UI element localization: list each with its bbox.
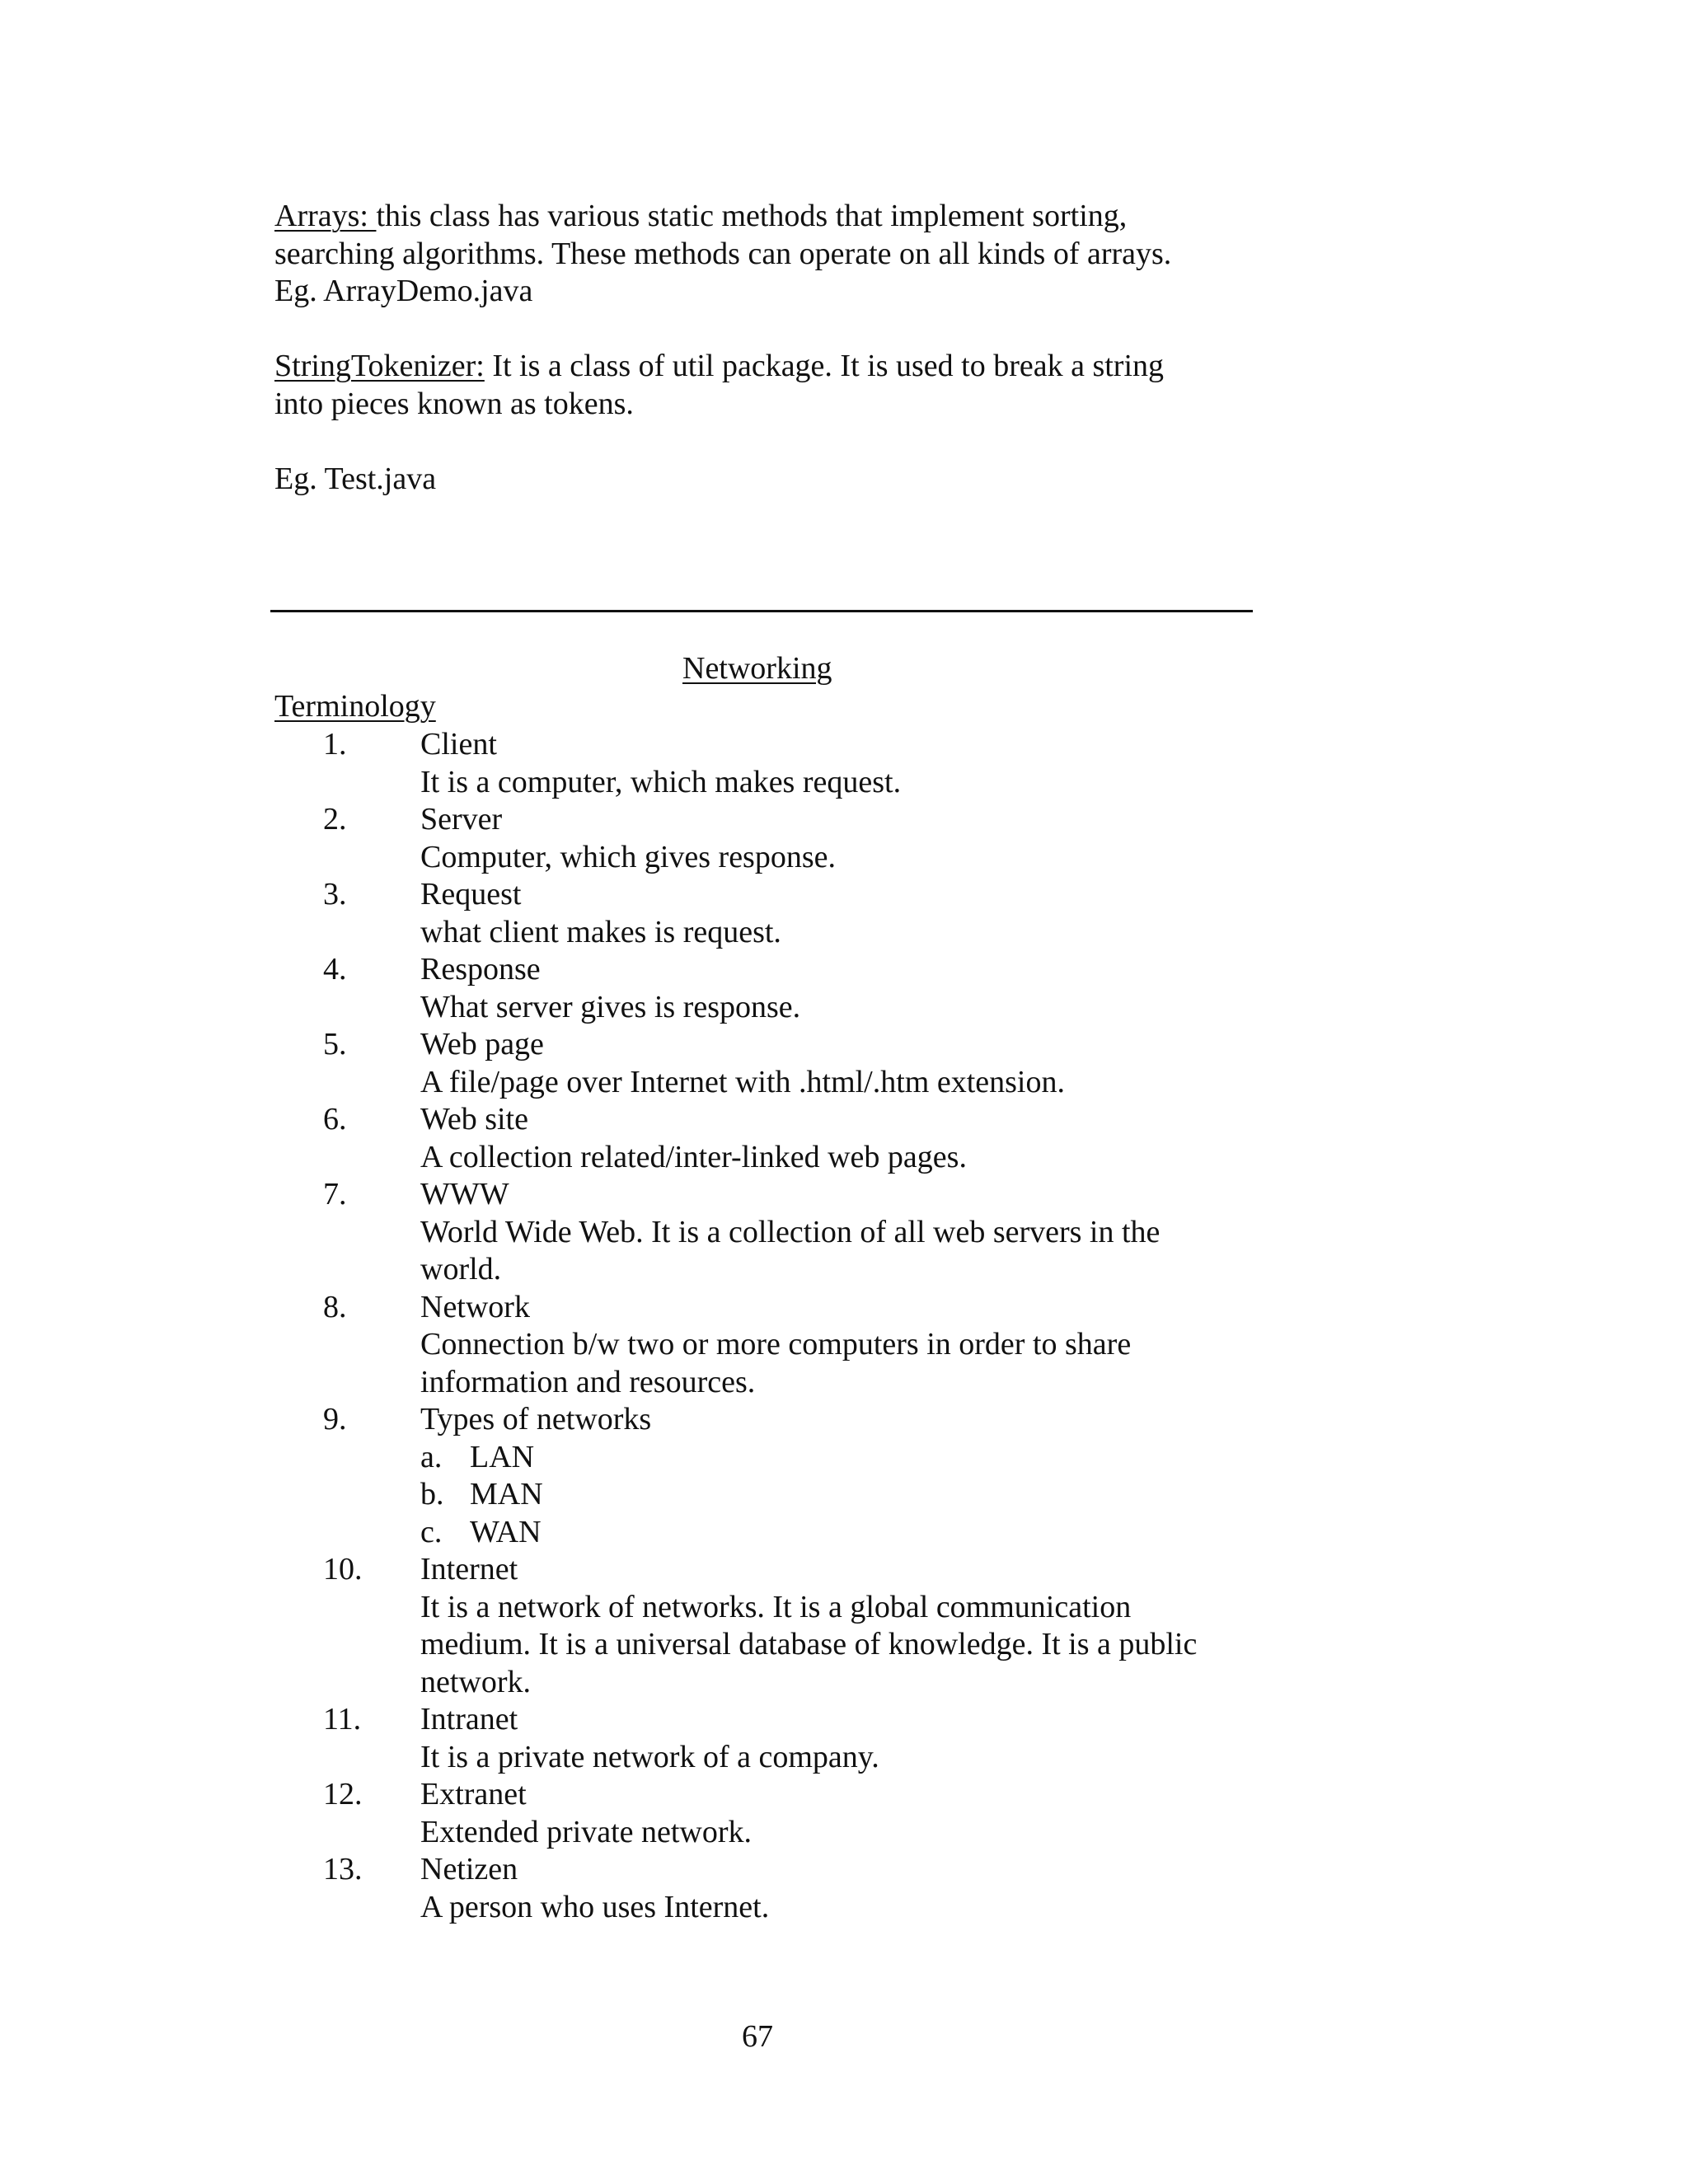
terminology-heading: Terminology	[274, 689, 436, 724]
term-title: Web site	[420, 1102, 528, 1137]
term-number: 10.	[323, 1552, 363, 1586]
term-description: medium. It is a universal database of knowledge. It is a public	[420, 1627, 1198, 1661]
page-number: 67	[742, 2019, 773, 2054]
term-title: Network	[420, 1289, 530, 1324]
tokenizer-text-1: It is a class of util package. It is used to break a string	[484, 349, 1165, 383]
arrays-label: Arrays:	[274, 199, 377, 233]
term-title: Internet	[420, 1552, 518, 1586]
subitem-letter: c.	[420, 1514, 443, 1549]
term-title: WWW	[420, 1177, 509, 1212]
term-number: 8.	[323, 1289, 347, 1324]
subitem-text: LAN	[470, 1439, 535, 1474]
tokenizer-example: Eg. Test.java	[274, 462, 437, 496]
term-number: 13.	[323, 1852, 363, 1886]
term-description: A person who uses Internet.	[420, 1889, 770, 1924]
term-number: 2.	[323, 802, 347, 837]
term-number: 1.	[323, 727, 347, 762]
term-description: It is a private network of a company.	[420, 1739, 879, 1774]
term-title: Server	[420, 802, 503, 837]
tokenizer-line-1	[274, 347, 1164, 385]
term-description: It is a network of networks. It is a global communication	[420, 1589, 1132, 1624]
term-number: 12.	[323, 1777, 363, 1811]
arrays-text-1: this class has various static methods that implement sorting,	[376, 199, 1128, 233]
subitem-text: WAN	[470, 1514, 542, 1549]
arrays-line-1	[274, 197, 1127, 235]
term-title: Intranet	[420, 1702, 518, 1736]
term-title: Response	[420, 952, 541, 987]
term-description: information and resources.	[420, 1364, 756, 1399]
term-title: Request	[420, 877, 522, 912]
term-description: What server gives is response.	[420, 989, 801, 1024]
term-description: what client makes is request.	[420, 914, 781, 949]
term-number: 9.	[323, 1402, 347, 1436]
term-number: 7.	[323, 1177, 347, 1212]
subitem-text: MAN	[470, 1477, 543, 1511]
term-description: world.	[420, 1252, 502, 1286]
term-description: Extended private network.	[420, 1814, 753, 1849]
term-title: Web page	[420, 1027, 544, 1062]
term-description: network.	[420, 1664, 532, 1699]
term-title: Client	[420, 727, 497, 762]
term-number: 11.	[323, 1702, 362, 1736]
term-title: Extranet	[420, 1777, 527, 1811]
networking-heading: Networking	[682, 651, 832, 686]
term-number: 3.	[323, 877, 347, 912]
term-title: Types of networks	[420, 1402, 652, 1436]
tokenizer-label: StringTokenizer:	[274, 349, 485, 383]
arrays-example: Eg. ArrayDemo.java	[274, 274, 533, 308]
subitem-letter: a.	[420, 1439, 443, 1474]
term-number: 6.	[323, 1102, 347, 1137]
term-number: 5.	[323, 1027, 347, 1062]
term-number: 4.	[323, 952, 347, 987]
term-description: A file/page over Internet with .html/.htm extension.	[420, 1064, 1065, 1099]
term-title: Netizen	[420, 1852, 518, 1886]
term-description: Connection b/w two or more computers in order to share	[420, 1327, 1132, 1361]
subitem-letter: b.	[420, 1477, 444, 1511]
term-description: Computer, which gives response.	[420, 839, 837, 874]
term-description: It is a computer, which makes request.	[420, 764, 902, 799]
tokenizer-line-2: into pieces known as tokens.	[274, 387, 634, 421]
arrays-line-2: searching algorithms. These methods can operate on all kinds of arrays.	[274, 237, 1172, 271]
term-description: World Wide Web. It is a collection of all web servers in the	[420, 1214, 1160, 1249]
section-divider	[270, 610, 1253, 612]
term-description: A collection related/inter-linked web pages.	[420, 1139, 967, 1174]
